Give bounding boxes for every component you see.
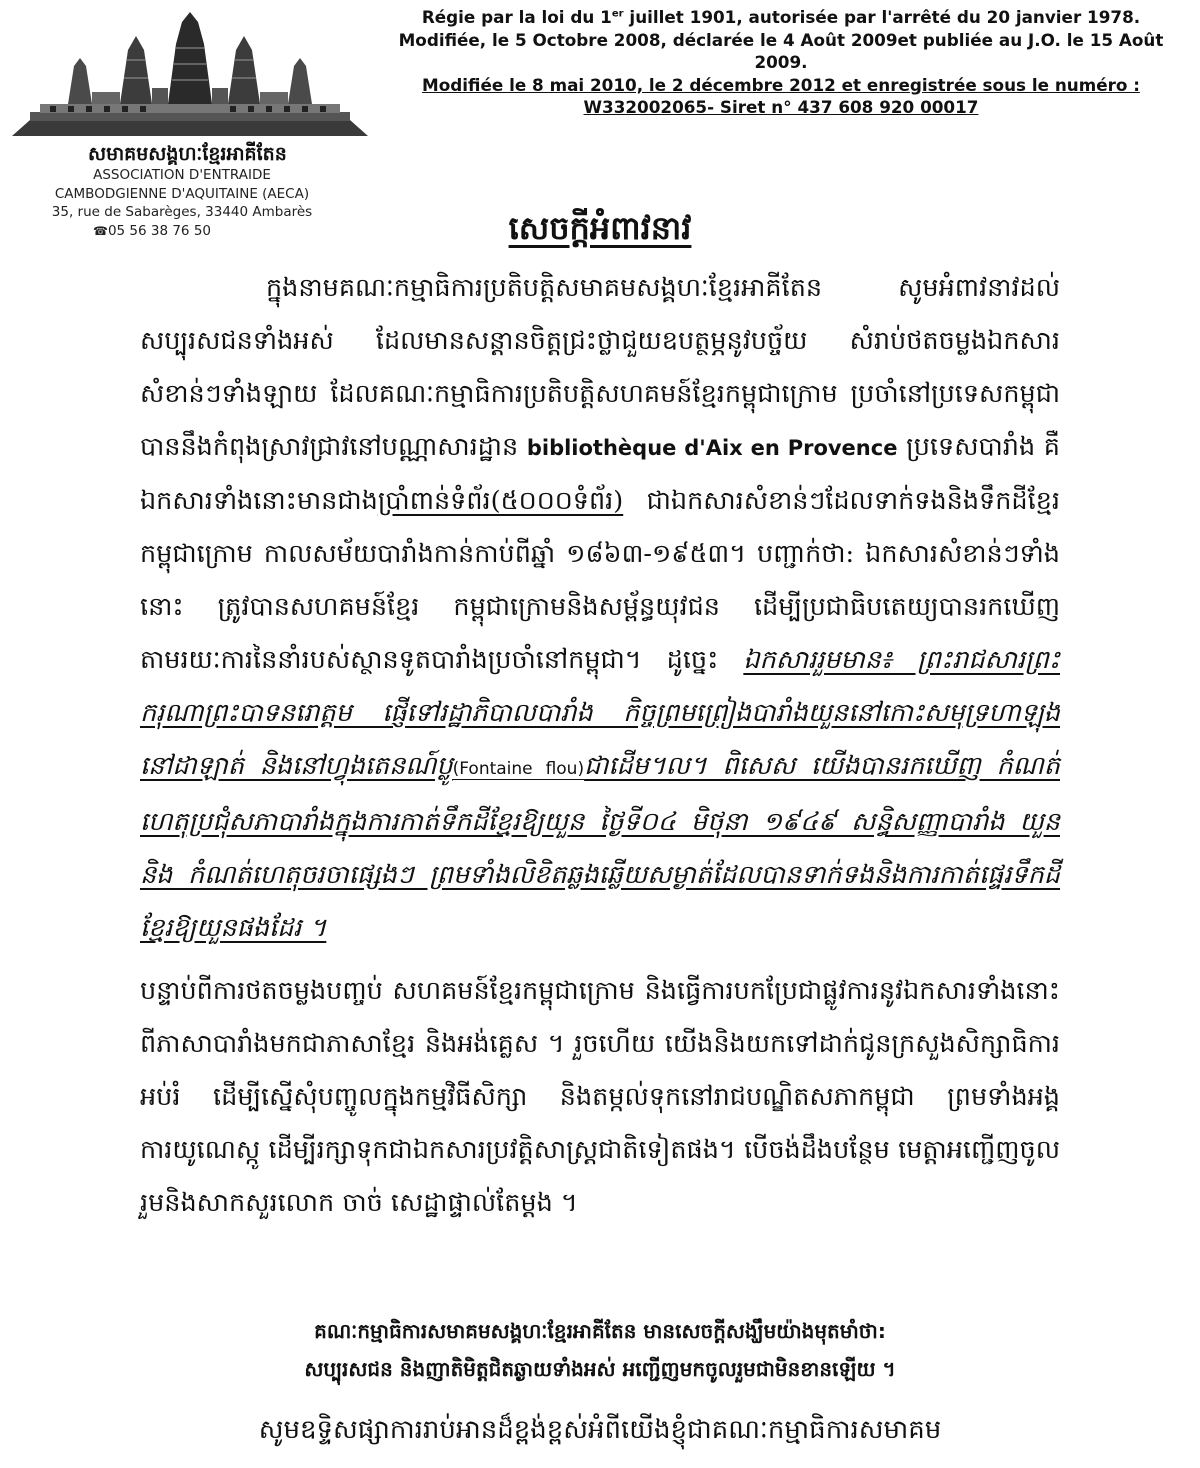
angkor-wat-logo — [10, 8, 370, 140]
legal-line-3: Modifiée le 8 mai 2010, le 2 décembre 2012 et enregistrée sous le numéro : — [422, 74, 1140, 95]
body-text — [140, 262, 1060, 1230]
documents-list: ឯកសាររួមមាន៖ ព្រះរាជសារព្រះករុណាព្រះបាទនរោត្តម ផ្ញើទៅរដ្ឋាភិបាលបារាំង កិច្ចព្រមព្រៀងបារាំងយួននៅកោះសមុទ្រហាឡុង នៅដាឡាត់ និងនៅហ្វុងតេនណ៍ប្លូ — [140, 645, 1060, 781]
paragraph-1: ក្នុងនាមគណៈកម្មាធិការប្រតិបត្តិសមាគមសង្គហៈខ្មែរអាគីតែន សូមអំពាវនាវដល់ សប្បុរសជនទាំងអស់ ដែលមានសន្ដានចិត្តជ្រះថ្លាជួយឧបត្ថម្ភនូវបច្ច័យ សំរាប់ថតចម្លងឯកសារសំខាន់ៗទាំងឡាយ ដែលគណៈកម្មាធិការប្រតិបត្តិសហគមន៍ខ្មែរកម្ពុជាក្រោម ប្រចាំនៅប្រទេសកម្ពុជា បាននឹងកំពុងស្រាវជ្រាវនៅបណ្ណាសារដ្ឋាន bibliothèque d'Aix en Provence ប្រទេសបារាំង គឺឯកសារទាំងនោះមានជាងប្រាំពាន់ទំព័រ(៥០០០ទំព័រ) ជាឯកសារសំខាន់ៗដែលទាក់ទងនិងទឹកដីខ្មែរកម្ពុជាក្រោម កាលសម័យបារាំងកាន់កាប់ពីឆ្នាំ ១៨៦៣-១៩៥៣។ បញ្ជាក់ថា: ឯកសារសំខាន់ៗទាំងនោះ ត្រូវបានសហគមន៍ខ្មែរ កម្ពុជាក្រោមនិងសម្ព័ន្ធយុវជន ដើម្បីប្រជាធិបតេយ្យបានរកឃើញ តាមរយៈការនៃនាំរបស់ស្ថានទូតបារាំងប្រចាំនៅកម្ពុជា។ ដូច្នេះ ឯកសាររួមមាន៖ ព្រះរាជសារព្រះករុណាព្រះបាទនរោត្តម ផ្ញើទៅរដ្ឋាភិបាលបារាំង កិច្ចព្រមព្រៀងបារាំងយួននៅកោះសមុទ្រហាឡុង នៅដាឡាត់ និងនៅហ្វុងតេនណ៍ប្លូ(Fontaine flou)ជាដើម។ល។ ពិសេស យើងបានរកឃើញ កំណត់ហេតុប្រជុំសភាបារាំងក្នុងការកាត់ទឹកដីខ្មែរឱ្យយួន ថ្ងៃទី០៤ មិថុនា ១៩៤៩ សន្ធិសញ្ញាបារាំង យួន និង កំណត់ហេតុចរចាផ្សេងៗ ព្រមទាំងលិខិតឆ្លងឆ្លើយសម្ងាត់ដែលបានទាក់ទងនិងការកាត់ផ្ទេរទឹកដីខ្មែរឱ្យយួនផងដែរ ។ — [140, 273, 1060, 943]
closing-line-2: សប្បុរសជន និងញាតិមិត្តជិតឆ្ងាយទាំងអស់ អញ្ជើញមកចូលរួមជាមិនខានឡើយ ។ — [304, 1357, 896, 1381]
legal-header — [388, 6, 1174, 119]
paragraph-2: បន្ទាប់ពីការថតចម្លងបញ្ចប់ សហគមន៍ខ្មែរកម្ពុជាក្រោម និងធ្វើការបកប្រែជាផ្លូវការនូវឯកសារទាំងនោះ ពីភាសាបារាំងមកជាភាសាខ្មែរ និងអង់គ្លេស ។ រួចហើយ យើងនិងយកទៅដាក់ជូនក្រសួងសិក្សាធិការអប់រំ ដើម្បីស្នើសុំបញ្ចូលក្នុងកម្មវិធីសិក្សា និងតម្កល់ទុកនៅរាជបណ្ឌិតសភាកម្ពុជា ព្រមទាំងអង្គការយូណេស្កូ ដើម្បីរក្សាទុកជាឯកសារប្រវត្តិសាស្ត្រជាតិទៀតផង។ បើចង់ដឹងបន្ថែម មេត្តាអញ្ជើញចូលរួមនិងសាកសួរលោក ចាច់ សេដ្ឋាផ្ទាល់តែម្ដង ។ — [140, 976, 1060, 1218]
phone-icon: ☎ — [92, 223, 108, 238]
org-name-line2: CAMBODGIENNE D'AQUITAINE (AECA) — [54, 185, 310, 202]
org-name-line1: ASSOCIATION D'ENTRAIDE — [93, 167, 271, 183]
legal-line-1: Régie par la loi du 1er juillet 1901, autorisée par l'arrêté du 20 janvier 1978. — [421, 7, 1141, 27]
fontaine-flou: (Fontaine flou) — [452, 759, 585, 779]
library-name: bibliothèque d'Aix en Provence — [526, 436, 898, 460]
documents-list-continued: ជាដើម។ល។ ពិសេស យើងបានរកឃើញ កំណត់ហេតុប្រជុំសភាបារាំងក្នុងការកាត់ទឹកដីខ្មែរឱ្យយួន ថ្ងៃទី០៤ មិថុនា ១៩៤៩ សន្ធិសញ្ញាបារាំង យួន និង កំណត់ហេតុចរចាផ្សេងៗ ព្រមទាំងលិខិតឆ្លងឆ្លើយសម្ងាត់ដែលបានទាក់ទងនិងការកាត់ផ្ទេរទឹកដីខ្មែរឱ្យយួនផងដែរ ។ — [140, 751, 1060, 943]
org-name-khmer: សមាគមសង្គហៈខ្មែរអាគីតែន — [88, 143, 287, 165]
closing-statement — [0, 1312, 1200, 1388]
legal-line-4: W332002065- Siret n° 437 608 920 00017 — [583, 97, 979, 117]
closing-line-1: គណៈកម្មាធិការសមាគមសង្គហៈខ្មែរអាគីតែន មានសេចក្ដីសង្ឃឹមយ៉ាងមុតមាំថា: — [314, 1319, 886, 1343]
page-count: ប្រាំពាន់ទំព័រ(៥០០០ទំព័រ) — [377, 486, 624, 516]
org-phone: 05 56 38 76 50 — [107, 222, 211, 239]
legal-line-2: Modifiée, le 5 Octobre 2008, déclarée le 4 Août 2009et publiée au J.O. le 15 Août 2009. — [398, 29, 1164, 72]
org-address: 35, rue de Sabarèges, 33440 Ambarès — [51, 204, 313, 220]
page-title: សេចក្ដីអំពាវនាវ — [508, 209, 692, 247]
footer-line: សូមឧទ្ទិសផ្សាការរាប់អានដ៏ខ្ពង់ខ្ពស់អំពីយើងខ្ញុំជាគណៈកម្មាធិការសមាគម — [258, 1415, 942, 1445]
